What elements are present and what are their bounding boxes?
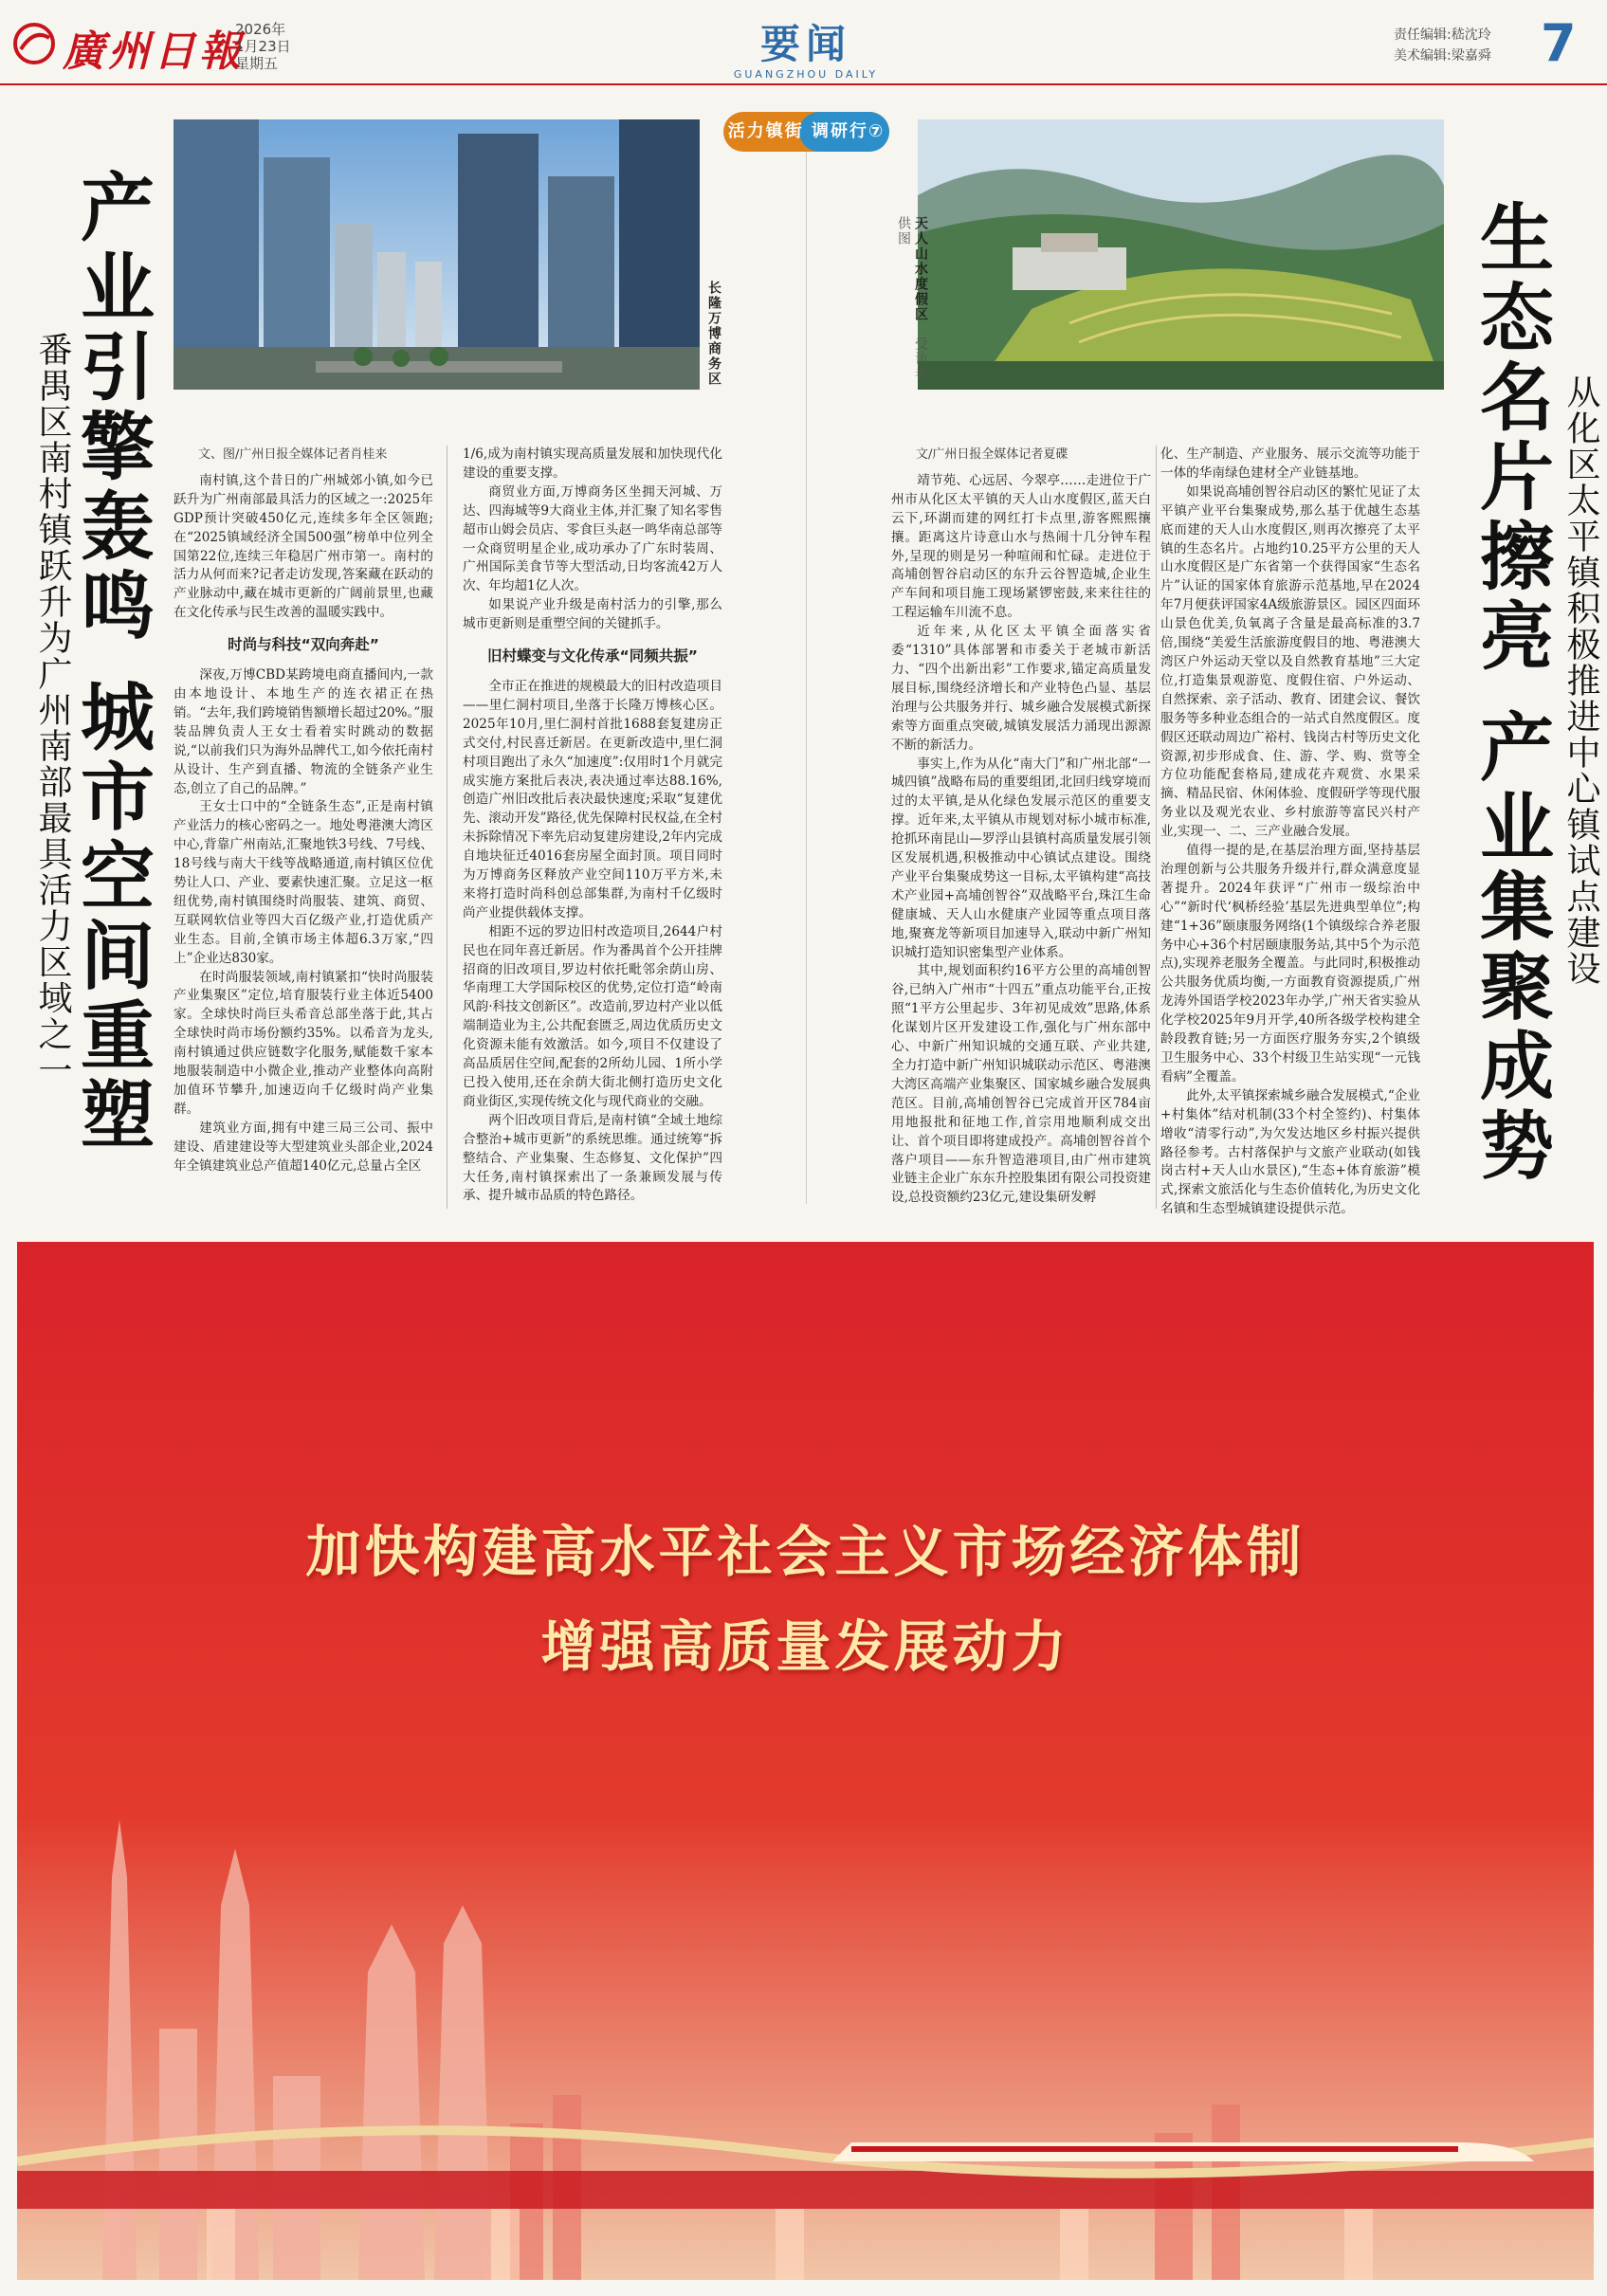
left-article-column-2 bbox=[463, 446, 722, 1223]
date-weekday: 星期五 bbox=[235, 55, 279, 72]
editor-credits bbox=[1394, 25, 1564, 66]
photo-wanbo-business-district bbox=[173, 119, 700, 390]
column-badge: 活力镇街 调研行⑦ bbox=[727, 121, 886, 141]
paragraph: 全市正在推进的规模最大的旧村改造项目——里仁洞村项目,坐落于长隆万博核心区。2025年10月,里仁洞村首批1688套复建房正式交付,村民喜迁新居。在更新改造中,里仁洞村项目跑出了永久“加速度”:仅用时1个月就完成实施方案批后表决,表决通过率达88.16%,创造广州旧改批后表决最快速度;采取“复建优先、滚动开发”路径,优先保障村民权益,在全村未拆除情况下率先启动复建房建设,2年内完成自地块征迁4016套房屋全面封顶。项目同时为万博商务区释放产业空间110万平方米,未来将打造时尚科创总部集群,为南村千亿级时尚产业提供载体支撑。 bbox=[463, 678, 722, 920]
paragraph: 建筑业方面,拥有中建三局三公司、振中建设、盾建建设等大型建筑业头部企业,2024年全镇建筑业总产值超140亿元,总量占全区 bbox=[173, 1120, 433, 1174]
issue-date bbox=[235, 21, 339, 72]
center-divider bbox=[806, 142, 807, 1204]
date-day: 1月23日 bbox=[235, 38, 291, 55]
paper-name: 廣州日報 bbox=[63, 27, 245, 76]
city-skyline-illustration bbox=[17, 1763, 1594, 2280]
right-subheadline: 从化区太平镇积极推进中心镇试点建设 bbox=[1561, 374, 1600, 987]
left-byline: 文、图/广州日报全媒体记者肖桂来 bbox=[198, 447, 388, 462]
paragraph: 事实上,作为从化“南大门”和广州北部“一城四镇”战略布局的重要组团,北回归线穿境而过的太平镇,是从化绿色发展示范区的重要支撑。近年来,太平镇从市规划对标小城市标准,抢抓环南昆山—罗浮山县镇村高质量发展引领区发展机遇,积极推动中心镇试点建设。围绕产业平台集聚成势这一目标,太平镇构建“高技术产业园+高埔创智谷”双战略平台,珠江生命健康城、天人山水健康产业园等重点项目落地,聚赛龙等新项目加速导入,联动中新广州知识城打造知识密集型产业体系。 bbox=[891, 756, 1151, 960]
paragraph: 深夜,万博CBD某跨境电商直播间内,一款由本地设计、本地生产的连衣裙正在热销。“去年,我们跨境销售额增长超过20%。”服装品牌负责人王女士看着实时跳动的数据说,“以前我们只为海外品牌代工,如今依托南村从设计、生产到直播、物流的全链条产业生态,创立了自己的品牌。” bbox=[173, 667, 433, 796]
section-subtitle: GUANGZHOU DAILY bbox=[733, 68, 879, 81]
photo-tianren-resort bbox=[918, 119, 1444, 390]
paragraph: 此外,太平镇探索城乡融合发展模式,“企业+村集体”结对机制(33个村全签约)、村集体增收“清零行动”,为欠发达地区乡村振兴提供路径参考。古村落保护与文旅产业联动(如钱岗古村+天人山水景区),“生态+体育旅游”模式,探索文旅活化与生态价值转化,为历史文化名镇和生态型城镇建设提供示范。 bbox=[1160, 1087, 1420, 1217]
photo-credit: 受访者供图 bbox=[896, 216, 928, 382]
left-section-title-1: 时尚与科技“双向奔赴” bbox=[228, 636, 379, 654]
paragraph: 如果说高埔创智谷启动区的繁忙见证了太平镇产业平台集聚成势,那么基于优越生态基底而建的天人山水度假区,则再次擦亮了太平镇的生态名片。占地约10.25平方公里的天人山水度假区是广东省第一个获得国家“生态名片”认证的国家体育旅游示范基地,早在2024年7月便获评国家4A级旅游景区。园区四面环山景色优美,负氧离子含量是最高标准的3.7倍,围绕“美爱生活旅游度假目的地、粤港澳大湾区户外运动天堂以及自然教育基地”三大定位,打造集景观游览、度假住宿、户外运动、自然探索、亲子活动、教育、团建会议、餐饮服务等多种业态组合的一站式自然度假区。度假区还联动周边广裕村、钱岗古村等历史文化资源,初步形成食、住、游、学、购、赏等全方位功能配套格局,建成花卉观赏、水果采摘、精品民宿、休闲体验、度假研学等现代服务业以及观光农业、乡村旅游等富民兴村产业,实现一、二、三产业融合发展。 bbox=[1160, 483, 1420, 840]
paragraph: 近年来,从化区太平镇全面落实省委“1310”具体部署和市委关于老城市新活力、“四个出新出彩”工作要求,锚定高质量发展目标,围绕经济增长和产业特色凸显、基层治理与公共服务并行、城乡融合发展模式新探索等方面重点突破,城镇发展活力涌现出源源不断的新活力。 bbox=[891, 624, 1151, 753]
paragraph: 其中,规划面积约16平方公里的高埔创智谷,已纳入广州市“十四五”重点功能平台,正按照“1平方公里起步、3年初见成效”思路,体系化谋划片区开发建设工作,强化与广州东部中心、中新广州知识城的交通互联、产业共建,全力打造中新广州知识城联动示范区、粤港澳大湾区高端产业集聚区、国家城乡融合发展典范区。目前,高埔创智谷已完成首开区784亩用地报批和征地工作,首宗用地顺利成交出让、首个项目即将建成投产。高埔创智谷首个落户项目——东升智造港项目,由广州市建筑业链主企业广东东升控股集团有限公司投资建设,总投资额约23亿元,建设集研发孵 bbox=[891, 963, 1151, 1206]
left-subheadline: 番禺区南村镇跃升为广州南部最具活力区域之一 bbox=[33, 332, 72, 1088]
photo-caption-left: 长隆万博商务区 bbox=[706, 281, 721, 387]
section-title: 要闻 bbox=[759, 21, 851, 67]
paragraph: 商贸业方面,万博商务区坐拥天河城、万达、四海城等9大商业主体,并汇聚了知名零售超市山姆会员店、零食巨头赵一鸣华南总部等一众商贸明星企业,成功承办了广东时装周、广州国际美食节等大型活动,日均客流42万人次、年均超1亿人次。 bbox=[463, 483, 722, 594]
right-article-column-1 bbox=[891, 446, 1151, 1223]
paragraph: 化、生产制造、产业服务、展示交流等功能于一体的华南绿色建材全产业链基地。 bbox=[1160, 446, 1420, 481]
paragraph: 值得一提的是,在基层治理方面,坚持基层治理创新与公共服务升级并行,群众满意度显著提升。2024年获评“广州市一级综治中心”“新时代‘枫桥经验’基层先进典型单位”;构建“1+36”颐康服务网络(1个镇级综合养老服务中心+36个村居颐康服务站,其中5个为示范点),实现养老服务全覆盖。与此同时,积极推动公共服务优质均衡,一方面教育资源提质,广州龙涛外国语学校2023年办学,广州天省实验从化学校2025年9月开学,40所各级学校构建全龄段教育链;另一方面医疗服务夯实,2个镇级卫生服务中心、33个村级卫生站实现“一元钱看病”全覆盖。 bbox=[1160, 843, 1420, 1084]
art-editor: 美术编辑:梁嘉舜 bbox=[1394, 48, 1491, 64]
date-year: 2026年 bbox=[235, 21, 286, 38]
paragraph: 王女士口中的“全链条生态”,正是南村镇产业活力的核心密码之一。地处粤港澳大湾区中心,背靠广州南站,汇聚地铁3号线、7号线、18号线与南大干线等战略通道,南村镇区位优势让人口、产业、要素快速汇聚。立足这一枢纽优势,南村镇围绕时尚服装、建筑、商贸、互联网软信业等四大百亿级产业,打造优质产业生态。目前,全镇市场主体超6.3万家,“四上”企业达830家。 bbox=[173, 799, 433, 966]
right-article-column-2 bbox=[1160, 446, 1420, 1223]
paragraph: 两个旧改项目背后,是南村镇“全域土地综合整治+城市更新”的系统思维。通过统筹“拆整结合、产业集聚、生态修复、文化保护”四大任务,南村镇探索出了一条兼顾发展与传承、提升城市品质的特色路径。 bbox=[463, 1112, 722, 1204]
slogan-line-1: 加快构建高水平社会主义市场经济体制 bbox=[305, 1520, 1306, 1584]
paragraph: 相距不远的罗边旧村改造项目,2644户村民也在同年喜迁新居。作为番禺首个公开挂牌招商的旧改项目,罗边村依托毗邻余荫山房、华南理工大学国际校区的优势,定位打造“岭南风韵·科技文创新区”。改造前,罗边村产业以低端制造业为主,公共配套匮乏,周边优质历史文化资源未能有效激活。如今,项目不仅建设了高品质居住空间,配套的2所幼儿园、1所小学已投入使用,还在余荫大街北侧打造历史文化商业街区,实现传统文化与现代商业的交融。 bbox=[463, 923, 722, 1109]
paragraph: 南村镇,这个昔日的广州城郊小镇,如今已跃升为广州南部最具活力的区域之一:2025年GDP预计突破450亿元,连续多年全区领跑;在“2025镇域经济全国500强”榜单中位列全国第22位,连续三年稳居广州市第一。南村的活力从何而来?记者走访发现,答案藏在跃动的产业脉动中,藏在城市更新的广阔前景里,也藏在文化传承与民生改善的温暖实践中。 bbox=[173, 472, 433, 621]
right-headline: 生态名片擦亮 产业集聚成势 bbox=[1468, 199, 1553, 1187]
photo-caption-right-text: 天人山水度假区 bbox=[913, 216, 928, 322]
column-divider bbox=[1156, 446, 1157, 1209]
left-article-column-1 bbox=[173, 446, 433, 1223]
paragraph: 1/6,成为南村镇实现高质量发展和加快现代化建设的重要支撑。 bbox=[463, 446, 722, 481]
left-section-title-2: 旧村蝶变与文化传承“同频共振” bbox=[487, 647, 698, 665]
paragraph: 如果说产业升级是南村活力的引擎,那么城市更新则是重塑空间的关键抓手。 bbox=[463, 597, 722, 632]
slogan-line-2: 增强高质量发展动力 bbox=[540, 1614, 1070, 1679]
photo-caption-right bbox=[895, 216, 929, 387]
header-rule bbox=[0, 83, 1607, 85]
paragraph: 在时尚服装领域,南村镇紧扣“快时尚服装产业集聚区”定位,培育服装行业主体近5400家。全球快时尚巨头希音总部坐落于此,其占全球快时尚市场份额约35%。以希音为龙头,南村镇通过供应链数字化服务,赋能数千家本地服装制造中小微企业,推动产业整体向高附加值环节攀升,加速迈向千亿级时尚产业集群。 bbox=[173, 969, 433, 1117]
paragraph: 靖节苑、心远居、今翠亭……走进位于广州市从化区太平镇的天人山水度假区,蓝天白云下,环湖而建的网红打卡点里,游客熙熙攘攘。距离这片诗意山水与热闹十几分钟车程外,呈现的则是另一种喧闹和忙碌。走进位于高埔创智谷启动区的东升云谷智造城,企业生产车间和项目施工现场紧锣密鼓,来来往往的工程运输车川流不息。 bbox=[891, 472, 1151, 621]
left-headline: 产业引擎轰鸣 城市空间重塑 bbox=[68, 169, 154, 1157]
responsible-editor: 责任编辑:嵇沈玲 bbox=[1394, 27, 1491, 43]
right-byline: 文/广州日报全媒体记者夏碟 bbox=[916, 447, 1068, 462]
page-number: 7 bbox=[1541, 13, 1577, 73]
paper-logo-icon bbox=[11, 21, 57, 66]
